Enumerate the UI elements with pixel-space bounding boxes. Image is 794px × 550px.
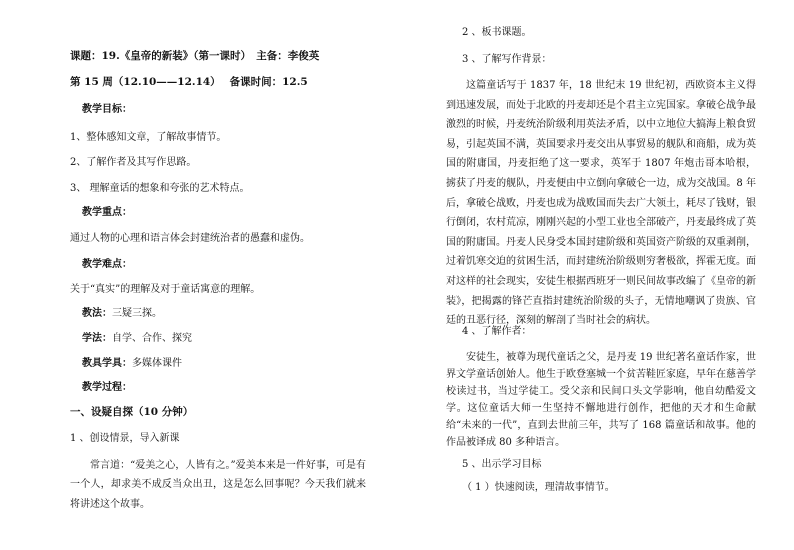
goals-heading: 教学目标： <box>82 104 132 115</box>
tools-label: 教具学具： <box>82 358 132 369</box>
tools-value: 多媒体课件 <box>132 358 182 369</box>
process-heading: 教学过程： <box>82 382 132 393</box>
sub-step-1: 1 、创设情景，导入新课 <box>70 433 180 444</box>
goal-1: 1、整体感知文章，了解故事情节。 <box>70 132 227 143</box>
study-line <box>82 333 192 345</box>
study-label: 学法： <box>82 333 112 344</box>
lesson-title: 课题：19.《皇帝的新装》（第一课时） 主备：李俊英 <box>70 50 320 62</box>
step-4: 4 、了解作者： <box>462 326 532 337</box>
method-value: 三疑三探。 <box>112 308 162 319</box>
goal-2: 2、了解作者及其写作思路。 <box>70 157 197 168</box>
background-paragraph: 这篇童话写于 1837 年，18 世纪末 19 世纪初，西欧资本主义得到迅速发展，而处于北欧的丹麦却还是个君主立宪国家。拿破仑战争最激烈的时候，丹麦统治阶级利用英法矛盾，以中立地位大搞海上粮食贸易，引起英国不满，英国要求丹麦交出从事贸易的舰队和商船，成为英国的附庸国，丹麦拒绝了这一要求，英军于 1807 年炮击哥本哈根，掳获了丹麦的舰队，丹麦便由中立倒向拿破仑一边，成为交战国。8 年后，拿破仑战败，丹麦也成为战败国而失去广大领土，耗尽了钱财，银行倒闭，农村荒凉，刚刚兴起的小型工业也全部破产，丹麦最终成了英国的附庸国。丹麦人民身受本国封建阶级和英国资产阶级的双重剥削，过着饥寒交迫的贫困生活，而封建统治阶级则穷奢极欲，挥霍无度。面对这样的社会现实，安徒生根据西班牙一则民间故事改编了《皇帝的新装》，把揭露的锋芒直指封建统治阶级的头子，无情地嘲讽了贵族、官廷的丑恶行径，深刻的解剖了当时社会的病状。 <box>446 80 756 327</box>
goal-3: 3、 理解童话的想象和夸张的艺术特点。 <box>70 183 250 194</box>
key-heading: 教学重点： <box>82 207 132 218</box>
step-3: 3 、了解写作背景： <box>462 54 552 65</box>
key-text: 通过人物的心理和语言体会封建统治者的愚蠢和虚伪。 <box>70 233 310 244</box>
step-5: 5 、出示学习目标 <box>462 459 542 470</box>
intro-paragraph: 常言道：“爱美之心，人皆有之。”爱美本来是一件好事，可是有一个人，却求美不成反当众出丑，这是怎么回事呢？今天我们就来将讲述这个故事。 <box>70 460 366 510</box>
section-1-heading: 一、设疑自探（10 分钟） <box>70 406 194 418</box>
step-5-1: （ 1 ）快速阅读，理清故事情节。 <box>462 482 615 493</box>
step-2: 2 、板书课题。 <box>462 27 532 38</box>
study-value: 自学、合作、探究 <box>112 333 192 344</box>
author-paragraph: 安徒生，被尊为现代童话之父，是丹麦 19 世纪著名童话作家，世界文学童话创始人。他生于欧登塞城一个贫苦鞋匠家庭，早年在慈善学校读过书，当过学徒工。受父亲和民间口头文学影响，他自幼酷爱文学。这位童话大师一生坚持不懈地进行创作，把他的天才和生命献给“未来的一代”，直到去世前三年，共写了 168 篇童话和故事。他的作品被译成 80 多种语言。 <box>446 352 756 448</box>
tools-line <box>82 358 182 370</box>
difficulty-text: 关于“真实”的理解及对于童话寓意的理解。 <box>70 284 261 295</box>
method-line <box>82 308 162 320</box>
method-label: 教法： <box>82 308 112 319</box>
difficulty-heading: 教学难点： <box>82 259 132 270</box>
week-line: 第 15 周（12.10——12.14） 备课时间：12.5 <box>70 76 308 88</box>
